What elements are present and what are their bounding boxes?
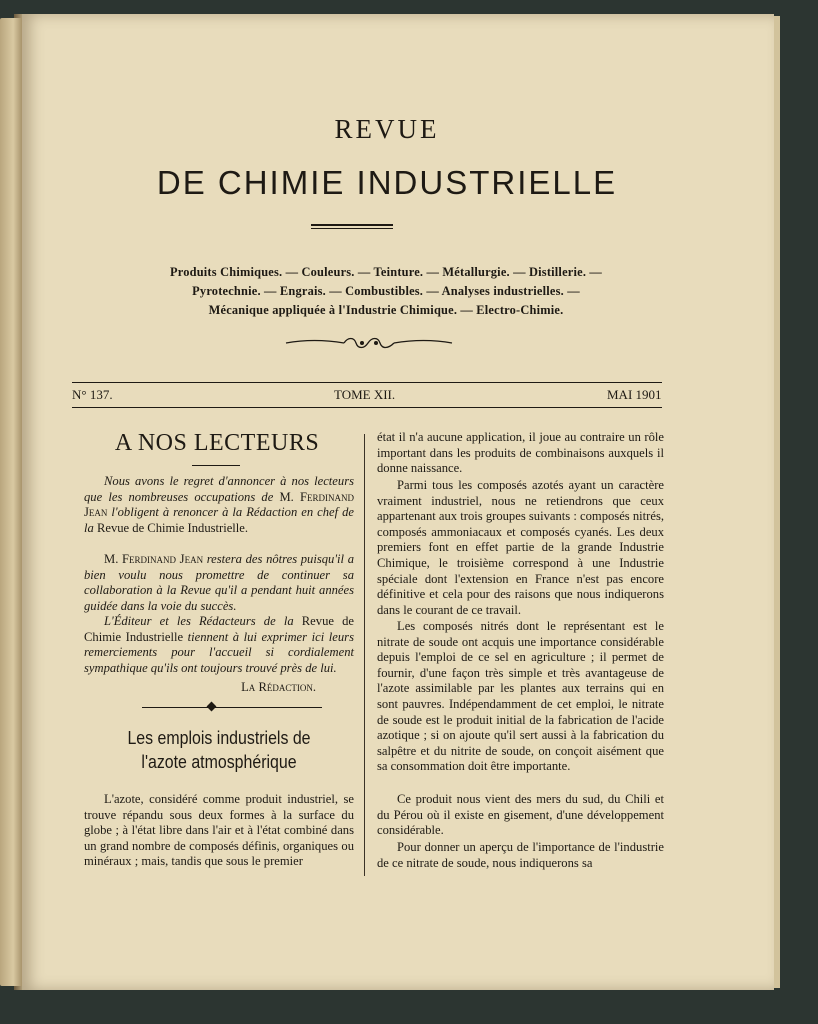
issue-tome: TOME XII. <box>334 387 396 402</box>
separator-rule <box>142 707 322 708</box>
article-paragraph-2: état il n'a aucune application, il joue au contraire un rôle important dans les produits de combinaisons auxquels il donne naissance. <box>377 430 664 476</box>
notice-heading-rule <box>192 465 240 466</box>
subjects-line-1: Produits Chimiques. — Couleurs. — Teinture. — Métallurgie. — Distillerie. — <box>169 265 603 279</box>
subjects-line-3: Mécanique appliquée à l'Industrie Chimique. — Electro-Chimie. <box>208 303 564 317</box>
notice-heading: A NOS LECTEURS <box>114 430 320 456</box>
article-paragraph-1: L'azote, considéré comme produit industriel, se trouve répandu sous deux formes à la surface du globe ; à l'état libre dans l'air et à l'état combiné dans un grand nombre de composés définis, organiques ou minéraux ; mais, tandis que sous le premier <box>84 792 354 869</box>
notice-signature: La Rédaction. <box>241 680 316 694</box>
issue-number: N° 137. <box>72 387 113 402</box>
header-rule-bottom <box>72 407 662 408</box>
page-edge <box>774 16 780 988</box>
notice-paragraph-2: M. Ferdinand Jean restera des nôtres puisqu'il a bien voulu nous promettre de continuer sa collaboration à la Revue qu'il a pendant huit années guidée dans la voie du succès. <box>84 552 354 613</box>
title-double-rule <box>311 224 393 229</box>
masthead-revue: REVUE <box>334 114 440 144</box>
notice-paragraph-3: L'Éditeur et les Rédacteurs de la Revue de Chimie Industrielle tiennent à lui exprimer ici leurs remerciements pour l'accueil si cordialement sympathique qu'ils ont toujours trouvé près de lui. <box>84 614 354 675</box>
article-paragraph-6: Pour donner un aperçu de l'importance de l'industrie de ce nitrate de soude, nous indiquerons sa <box>377 840 664 870</box>
article-paragraph-5: Ce produit nous vient des mers du sud, du Chili et du Pérou où il existe en gisement, d'une développement considérable. <box>377 792 664 838</box>
flourish-ornament <box>284 336 454 350</box>
article-paragraph-3: Parmi tous les composés azotés ayant un caractère vraiment industriel, nous ne retiendrons que ceux appartenant aux trois groupes suivants : composés nitrés, composés ammoniacaux et composés cyanés. Les deux premiers font en effet partie de la grande Industrie Chimique, le troisième correspond à une Industrie spéciale dont l'extension en France n'est pas encore définitive et cela pour des raisons que nous indiquerons dans le courant de ce travail. <box>377 478 664 617</box>
article-heading: Les emplois industriels de l'azote atmosphérique <box>127 727 311 772</box>
article-paragraph-4: Les composés nitrés dont le représentant est le nitrate de soude ont acquis une importance considérable depuis l'emploi de ce sel en agriculture ; il permet de fournir, d'une façon très simple et très avantageuse de l'azote assimilable par les plantes aux terrains qui en sont pauvres. Indépendamment de cet emploi, le nitrate de soude est le produit initial de la fabrication de l'acide azotique ; si on ajoute qu'il sert aussi à la fabrication du salpêtre et du nitrite de soude, on conçoit aisément que sa consommation doit être importante. <box>377 619 664 774</box>
column-divider <box>364 434 365 876</box>
journal-page <box>22 14 774 990</box>
masthead-title: DE CHIMIE INDUSTRIELLE <box>156 164 618 201</box>
subjects-line-2: Pyrotechnie. — Engrais. — Combustibles. — Analyses industrielles. — <box>192 284 580 298</box>
issue-date: MAI 1901 <box>607 387 662 402</box>
notice-paragraph-1: Nous avons le regret d'annoncer à nos lecteurs que les nombreuses occupations de M. Ferdinand Jean l'obligent à renoncer à la Rédaction en chef de la Revue de Chimie Industrielle. <box>84 474 354 535</box>
facing-page-edge <box>0 18 22 986</box>
header-rule-top <box>72 382 662 383</box>
separator-diamond <box>207 702 217 712</box>
